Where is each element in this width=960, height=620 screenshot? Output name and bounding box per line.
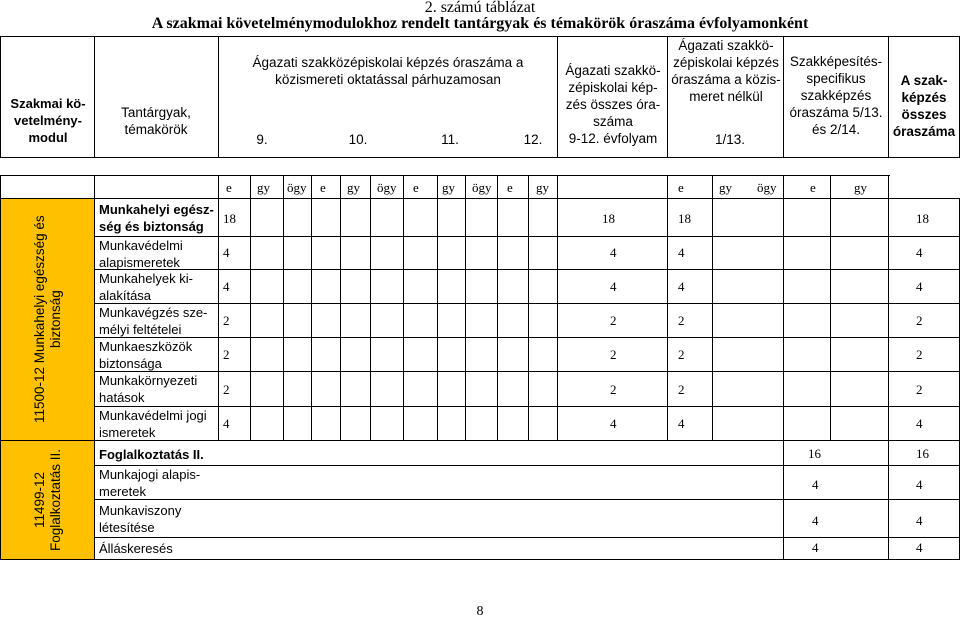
cell-all: 4 — [916, 513, 923, 528]
subject-name: Álláskeresés — [99, 541, 173, 556]
cell-without: 4 — [678, 416, 685, 431]
gy-cell: ögy — [377, 180, 397, 195]
cell-9-e: 2 — [223, 382, 230, 397]
cell-all: 4 — [916, 245, 923, 260]
subject-name: Munkahelyi egész-ség és biztonság — [99, 202, 214, 234]
cell-9-e: 18 — [223, 211, 236, 226]
table-number: 2. számú táblázat — [424, 0, 536, 16]
header-year-12: 12. — [523, 132, 543, 147]
cell-specific: 4 — [812, 477, 819, 492]
cell-9-e: 4 — [223, 416, 230, 431]
gy-cell: gy — [854, 180, 867, 195]
header-year-10: 10. — [348, 132, 368, 147]
gy-cell: gy — [347, 180, 360, 195]
subject-name: Munkakörnyezeti hatások — [99, 373, 198, 405]
cell-9-e: 2 — [223, 313, 230, 328]
subject-name: Munkajogi alapis-meretek — [99, 467, 201, 499]
header-year-9: 9. — [256, 132, 268, 147]
header-parallel: Ágazati szakközépiskolai képzés óraszáma a közismereti oktatással párhuzamosan — [252, 55, 524, 87]
cell-9-e: 4 — [223, 245, 230, 260]
cell-all: 2 — [916, 382, 923, 397]
subject-name: Munkaviszony létesítése — [99, 503, 182, 535]
cell-9-e: 2 — [223, 347, 230, 362]
gy-cell: ögy — [287, 180, 307, 195]
cell-without: 2 — [678, 313, 685, 328]
subject-name: Munkavégzés sze-mélyi feltételei — [99, 305, 208, 337]
cell-9-e: 4 — [223, 279, 230, 294]
cell-all: 2 — [916, 313, 923, 328]
header-total: Ágazati szakkö-zépiskolai kép-zés összes óra-száma — [565, 63, 661, 129]
subject-name: Munkavédelmi jogi ismeretek — [99, 408, 207, 440]
cell-total: 4 — [610, 416, 617, 431]
subject-name: Munkahelyek ki-alakítása — [99, 271, 193, 303]
header-specific: Szakképesítés-specifikus szakképzés óraszáma 5/13. és 2/14. — [789, 54, 883, 137]
table-title: A szakmai követelménymodulokhoz rendelt tantárgyak és témakörök óraszáma évfolyamonként — [151, 15, 809, 32]
header-all: A szak-képzés összes óraszáma — [892, 73, 956, 139]
cell-specific: 4 — [812, 540, 819, 555]
gy-cell: gy — [719, 180, 732, 195]
cell-specific: 4 — [812, 513, 819, 528]
cell-without: 18 — [678, 211, 691, 226]
subject-name: Foglalkoztatás II. — [99, 447, 204, 462]
cell-all: 16 — [916, 446, 929, 461]
cell-all: 18 — [916, 211, 929, 226]
gy-cell: e — [507, 180, 513, 195]
cell-without: 2 — [678, 382, 685, 397]
module-block — [1, 199, 94, 440]
gy-cell: gy — [536, 180, 549, 195]
module-block — [1, 441, 94, 559]
cell-all: 4 — [916, 279, 923, 294]
module-label: 11500-12 Munkahelyi egészség és biztonság — [32, 215, 63, 424]
cell-total: 4 — [610, 245, 617, 260]
cell-specific: 16 — [808, 446, 821, 461]
cell-without: 2 — [678, 347, 685, 362]
gy-cell: e — [413, 180, 419, 195]
gy-cell: e — [678, 180, 684, 195]
gy-cell: gy — [442, 180, 455, 195]
module-label: 11499-12 Foglalkoztatás II. — [32, 448, 63, 552]
cell-all: 4 — [916, 416, 923, 431]
cell-total: 18 — [602, 211, 615, 226]
header-without-sub: 1/13. — [714, 132, 746, 147]
cell-total: 2 — [610, 313, 617, 328]
header-without: Ágazati szakkö-zépiskolai képzés óraszáma a közis-meret nélkül — [671, 38, 781, 104]
gy-cell: ögy — [757, 180, 777, 195]
cell-total: 2 — [610, 347, 617, 362]
header-total-sub: 9-12. évfolyam — [568, 131, 658, 146]
gy-cell: e — [320, 180, 326, 195]
cell-all: 4 — [916, 540, 923, 555]
header-subjects: Tantárgyak, témakörök — [121, 105, 191, 137]
header-module: Szakmai kö-vetelmény-modul — [10, 96, 86, 145]
header-year-11: 11. — [441, 132, 459, 147]
cell-total: 2 — [610, 382, 617, 397]
cell-all: 4 — [916, 477, 923, 492]
gy-cell: ögy — [472, 180, 492, 195]
gy-cell: e — [226, 180, 232, 195]
gy-cell: gy — [257, 180, 270, 195]
cell-without: 4 — [678, 245, 685, 260]
cell-without: 4 — [678, 279, 685, 294]
page-number: 8 — [476, 604, 484, 619]
subject-name: Munkavédelmi alapismeretek — [99, 238, 183, 270]
cell-total: 4 — [610, 279, 617, 294]
cell-all: 2 — [916, 347, 923, 362]
gy-cell: e — [810, 180, 816, 195]
subject-name: Munkaeszközök biztonsága — [99, 339, 193, 371]
